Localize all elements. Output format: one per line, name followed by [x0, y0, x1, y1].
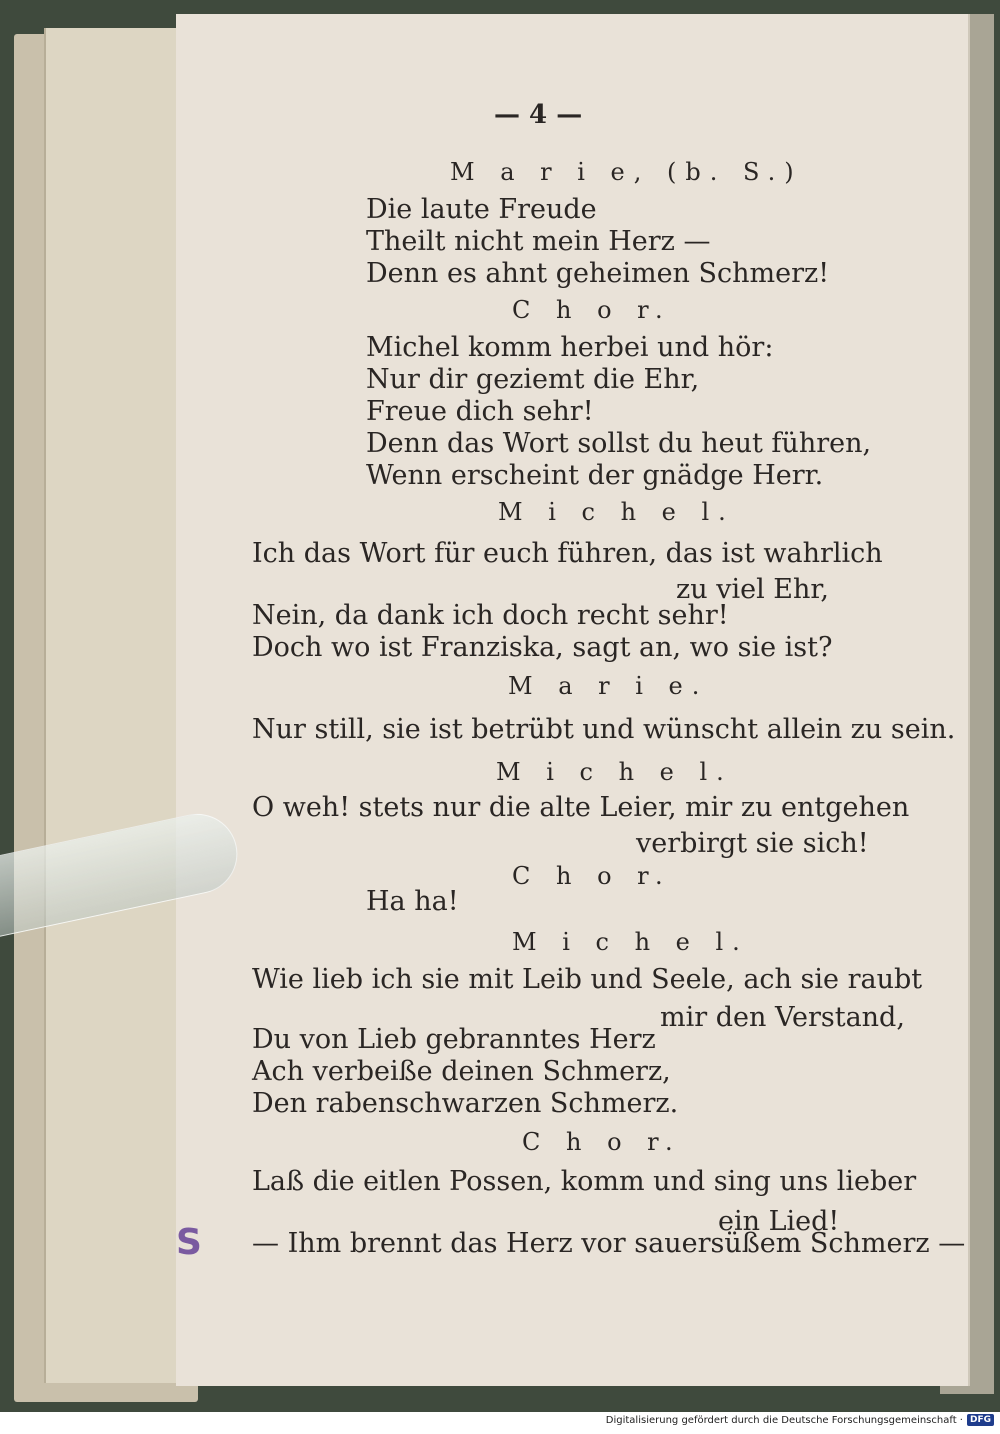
verse-line: Nur dir geziemt die Ehr, [366, 364, 700, 395]
prose-line: Doch wo ist Franziska, sagt an, wo sie ist? [252, 632, 833, 663]
verse-line: Du von Lieb gebranntes Herz [252, 1024, 656, 1055]
verse-line: Ha ha! [366, 886, 459, 917]
prose-line: — Ihm brennt das Herz vor sauersüßem Schmerz — [252, 1228, 966, 1259]
verse-line: Wenn erscheint der gnädge Herr. [366, 460, 824, 491]
library-stamp: S [176, 1222, 202, 1263]
verse-line: Freue dich sehr! [366, 396, 594, 427]
verse-line: Denn es ahnt geheimen Schmerz! [366, 258, 830, 289]
verse-line: Die laute Freude [366, 194, 597, 225]
speaker-line: C h o r. [512, 296, 672, 324]
verse-line: Ach verbeiße deinen Schmerz, [252, 1056, 671, 1087]
speaker-line: M a r i e. [508, 672, 709, 700]
prose-line: Ich das Wort für euch führen, das ist wahrlich [252, 538, 883, 569]
continuation-line: ein Lied! [718, 1206, 840, 1237]
verse-line: Michel komm herbei und hör: [366, 332, 774, 363]
book-inner-board [44, 28, 196, 1383]
continuation-line: verbirgt sie sich! [636, 828, 869, 859]
prose-line: Wie lieb ich sie mit Leib und Seele, ach sie raubt [252, 964, 923, 995]
dfg-logo: DFG [967, 1414, 994, 1426]
speaker-line: C h o r. [512, 862, 672, 890]
speaker-line: M i c h e l. [512, 928, 749, 956]
prose-line: Nur still, sie ist betrübt und wünscht allein zu sein. [252, 714, 956, 745]
speaker-line: M i c h e l. [496, 758, 733, 786]
footer-text: Digitalisierung gefördert durch die Deutsche Forschungsgemeinschaft · [605, 1414, 963, 1426]
speaker-line: M a r i e, (b. S.) [450, 158, 803, 186]
page-number: — 4 — [494, 100, 583, 130]
verse-line: Theilt nicht mein Herz — [366, 226, 711, 257]
prose-line: Laß die eitlen Possen, komm und sing uns lieber [252, 1166, 917, 1197]
prose-line: O weh! stets nur die alte Leier, mir zu entgehen [252, 792, 910, 823]
prose-line: Nein, da dank ich doch recht sehr! [252, 600, 729, 631]
speaker-line: C h o r. [522, 1128, 682, 1156]
continuation-line: zu viel Ehr, [676, 574, 829, 605]
digitization-footer [606, 1414, 994, 1426]
verse-line: Den rabenschwarzen Schmerz. [252, 1088, 679, 1119]
speaker-line: M i c h e l. [498, 498, 735, 526]
verse-line: Denn das Wort sollst du heut führen, [366, 428, 872, 459]
continuation-line: mir den Verstand, [660, 1002, 905, 1033]
